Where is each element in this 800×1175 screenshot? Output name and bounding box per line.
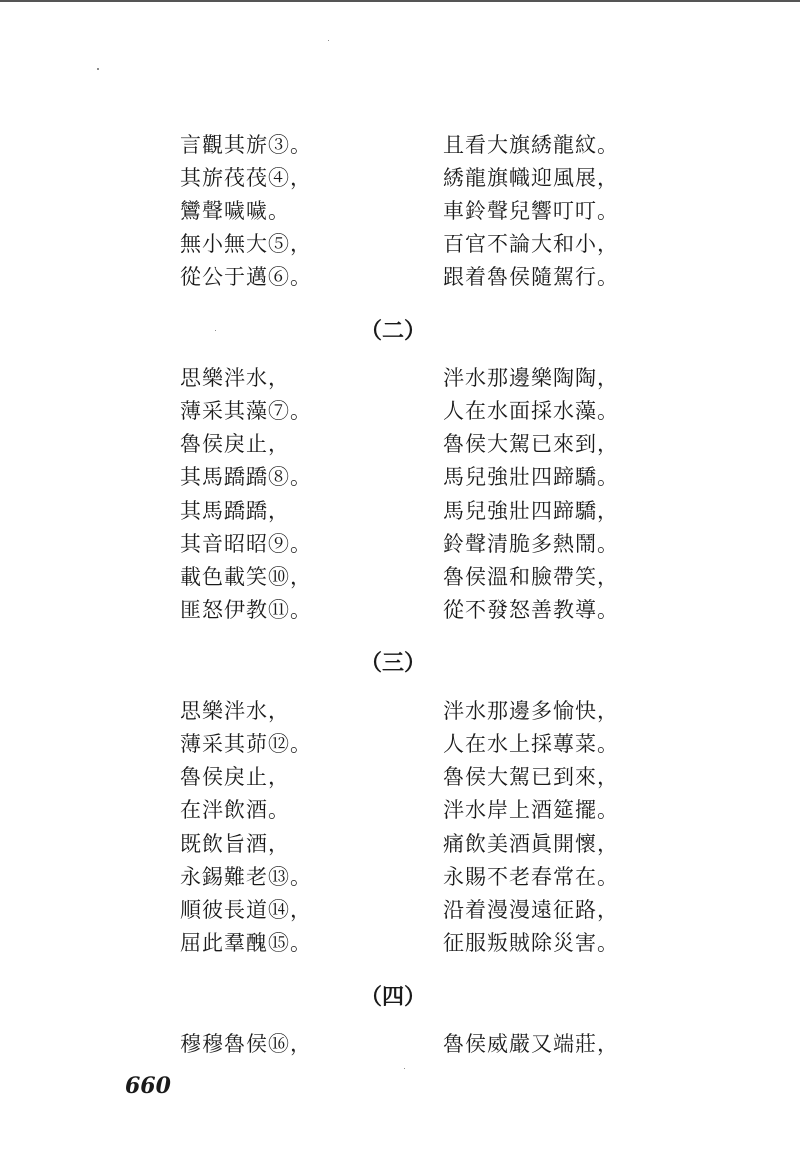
- original-line: 其馬蹻蹻⑧。: [180, 465, 312, 489]
- original-line: 穆穆魯侯⑯，: [180, 1032, 312, 1056]
- original-line: 薄采其茆⑫。: [180, 732, 312, 756]
- scan-speck: [328, 40, 329, 41]
- scan-speck: [404, 1068, 405, 1069]
- original-line: 永錫難老⑬。: [180, 865, 312, 889]
- translation-line: 沿着漫漫遠征路，: [443, 898, 619, 922]
- translation-line: 魯侯威嚴又端莊，: [443, 1032, 619, 1056]
- original-line: 載色載笑⑩，: [180, 565, 312, 589]
- original-line: 屈此羣醜⑮。: [180, 931, 312, 955]
- scan-speck: [215, 330, 216, 331]
- translation-line: 跟着魯侯隨駕行。: [443, 265, 619, 289]
- translation-line: 魯侯大駕已來到，: [443, 432, 619, 456]
- original-line: 魯侯戾止，: [180, 765, 290, 789]
- original-line: 從公于邁⑥。: [180, 265, 312, 289]
- original-line: 既飲旨酒，: [180, 832, 290, 856]
- translation-line: 魯侯大駕已到來，: [443, 765, 619, 789]
- scan-speck: [97, 68, 99, 70]
- translation-line: 綉龍旗幟迎風展，: [443, 166, 619, 190]
- translation-line: 車鈴聲兒響叮叮。: [443, 199, 619, 223]
- original-line: 順彼長道⑭，: [180, 898, 312, 922]
- original-line: 鸞聲噦噦。: [180, 199, 290, 223]
- original-line: 其馬蹻蹻，: [180, 499, 290, 523]
- translation-line: 馬兒強壯四蹄驕，: [443, 499, 619, 523]
- section-title-2: （二）: [360, 318, 427, 344]
- section-title-4: （四）: [360, 984, 427, 1010]
- translation-line: 從不發怒善教導。: [443, 598, 619, 622]
- translation-line: 征服叛賊除災害。: [443, 931, 619, 955]
- translation-line: 人在水面採水藻。: [443, 399, 619, 423]
- translation-line: 泮水那邊多愉快，: [443, 699, 619, 723]
- original-line: 其旂茷茷④，: [180, 166, 312, 190]
- translation-line: 魯侯溫和臉帶笑，: [443, 565, 619, 589]
- translation-line: 鈴聲清脆多熱鬧。: [443, 532, 619, 556]
- translation-line: 泮水那邊樂陶陶，: [443, 366, 619, 390]
- top-border-rule: [0, 0, 800, 2]
- translation-line: 馬兒強壯四蹄驕。: [443, 465, 619, 489]
- original-line: 在泮飲酒。: [180, 798, 290, 822]
- original-line: 思樂泮水，: [180, 699, 290, 723]
- section-title-3: （三）: [360, 650, 427, 676]
- original-line: 思樂泮水，: [180, 366, 290, 390]
- translation-line: 且看大旗綉龍紋。: [443, 133, 619, 157]
- translation-line: 永賜不老春常在。: [443, 865, 619, 889]
- page-number: 660: [125, 1073, 171, 1099]
- translation-line: 痛飲美酒眞開懷，: [443, 832, 619, 856]
- original-line: 無小無大⑤，: [180, 232, 312, 256]
- translation-line: 百官不論大和小，: [443, 232, 619, 256]
- translation-line: 泮水岸上酒筵擺。: [443, 798, 619, 822]
- original-line: 薄采其藻⑦。: [180, 399, 312, 423]
- translation-line: 人在水上採蓴菜。: [443, 732, 619, 756]
- original-line: 其音昭昭⑨。: [180, 532, 312, 556]
- original-line: 魯侯戾止，: [180, 432, 290, 456]
- original-line: 言觀其旂③。: [180, 133, 312, 157]
- original-line: 匪怒伊教⑪。: [180, 598, 312, 622]
